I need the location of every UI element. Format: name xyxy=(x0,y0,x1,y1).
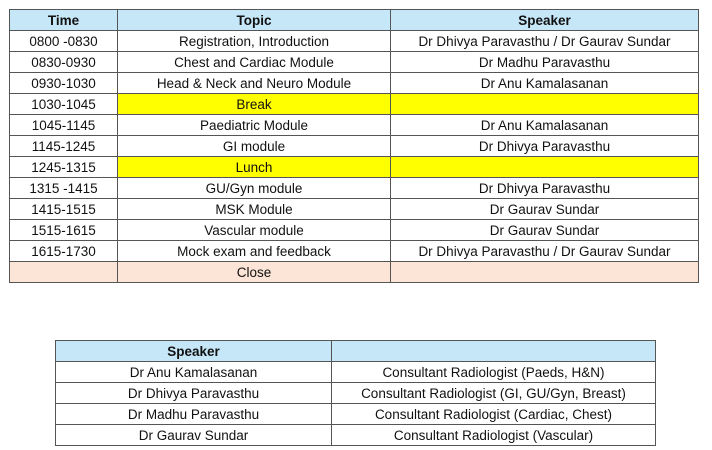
schedule-row xyxy=(10,220,699,241)
speaker-row xyxy=(56,362,656,383)
speaker-cell: Dr Dhivya Paravasthu / Dr Gaurav Sundar xyxy=(391,31,699,52)
topic-cell: MSK Module xyxy=(118,199,391,220)
topic-cell: GI module xyxy=(118,136,391,157)
speaker-cell xyxy=(391,157,699,178)
time-cell: 1030-1045 xyxy=(10,94,118,115)
speaker-cell: Dr Dhivya Paravasthu xyxy=(391,136,699,157)
speaker-name-cell: Dr Madhu Paravasthu xyxy=(56,404,332,425)
schedule-row xyxy=(10,73,699,94)
time-cell: 1045-1145 xyxy=(10,115,118,136)
time-cell: 1145-1245 xyxy=(10,136,118,157)
speakers-header-row xyxy=(56,341,656,362)
schedule-row xyxy=(10,199,699,220)
schedule-row xyxy=(10,241,699,262)
schedule-table xyxy=(9,9,699,283)
speaker-cell xyxy=(391,94,699,115)
schedule-row xyxy=(10,262,699,283)
topic-cell: Vascular module xyxy=(118,220,391,241)
speaker-role-cell: Consultant Radiologist (Vascular) xyxy=(332,425,656,446)
speaker-cell: Dr Gaurav Sundar xyxy=(391,220,699,241)
speaker-cell xyxy=(391,262,699,283)
topic-cell: Lunch xyxy=(118,157,391,178)
speaker-row xyxy=(56,404,656,425)
topic-cell: Paediatric Module xyxy=(118,115,391,136)
speaker-role-cell: Consultant Radiologist (Cardiac, Chest) xyxy=(332,404,656,425)
topic-cell: GU/Gyn module xyxy=(118,178,391,199)
topic-cell: Break xyxy=(118,94,391,115)
speaker-cell: Dr Dhivya Paravasthu / Dr Gaurav Sundar xyxy=(391,241,699,262)
speaker-cell: Dr Anu Kamalasanan xyxy=(391,73,699,94)
topic-cell: Close xyxy=(118,262,391,283)
time-cell: 0830-0930 xyxy=(10,52,118,73)
time-cell: 0800 -0830 xyxy=(10,31,118,52)
time-cell xyxy=(10,262,118,283)
speaker-name-cell: Dr Anu Kamalasanan xyxy=(56,362,332,383)
schedule-row xyxy=(10,94,699,115)
speaker-cell: Dr Dhivya Paravasthu xyxy=(391,178,699,199)
time-cell: 1315 -1415 xyxy=(10,178,118,199)
header-speaker-role xyxy=(332,341,656,362)
schedule-row xyxy=(10,136,699,157)
time-cell: 1515-1615 xyxy=(10,220,118,241)
speaker-role-cell: Consultant Radiologist (Paeds, H&N) xyxy=(332,362,656,383)
schedule-row xyxy=(10,115,699,136)
speaker-cell: Dr Madhu Paravasthu xyxy=(391,52,699,73)
speaker-cell: Dr Gaurav Sundar xyxy=(391,199,699,220)
speaker-row xyxy=(56,425,656,446)
speaker-cell: Dr Anu Kamalasanan xyxy=(391,115,699,136)
speaker-name-cell: Dr Gaurav Sundar xyxy=(56,425,332,446)
schedule-row xyxy=(10,178,699,199)
header-speaker-name: Speaker xyxy=(56,341,332,362)
schedule-row xyxy=(10,31,699,52)
schedule-header-row xyxy=(10,10,699,31)
topic-cell: Chest and Cardiac Module xyxy=(118,52,391,73)
speakers-table xyxy=(55,340,656,446)
header-topic: Topic xyxy=(118,10,391,31)
speaker-row xyxy=(56,383,656,404)
time-cell: 0930-1030 xyxy=(10,73,118,94)
time-cell: 1245-1315 xyxy=(10,157,118,178)
topic-cell: Head & Neck and Neuro Module xyxy=(118,73,391,94)
time-cell: 1615-1730 xyxy=(10,241,118,262)
header-speaker: Speaker xyxy=(391,10,699,31)
topic-cell: Mock exam and feedback xyxy=(118,241,391,262)
schedule-row xyxy=(10,157,699,178)
time-cell: 1415-1515 xyxy=(10,199,118,220)
topic-cell: Registration, Introduction xyxy=(118,31,391,52)
header-time: Time xyxy=(10,10,118,31)
speaker-name-cell: Dr Dhivya Paravasthu xyxy=(56,383,332,404)
speaker-role-cell: Consultant Radiologist (GI, GU/Gyn, Breast) xyxy=(332,383,656,404)
schedule-row xyxy=(10,52,699,73)
